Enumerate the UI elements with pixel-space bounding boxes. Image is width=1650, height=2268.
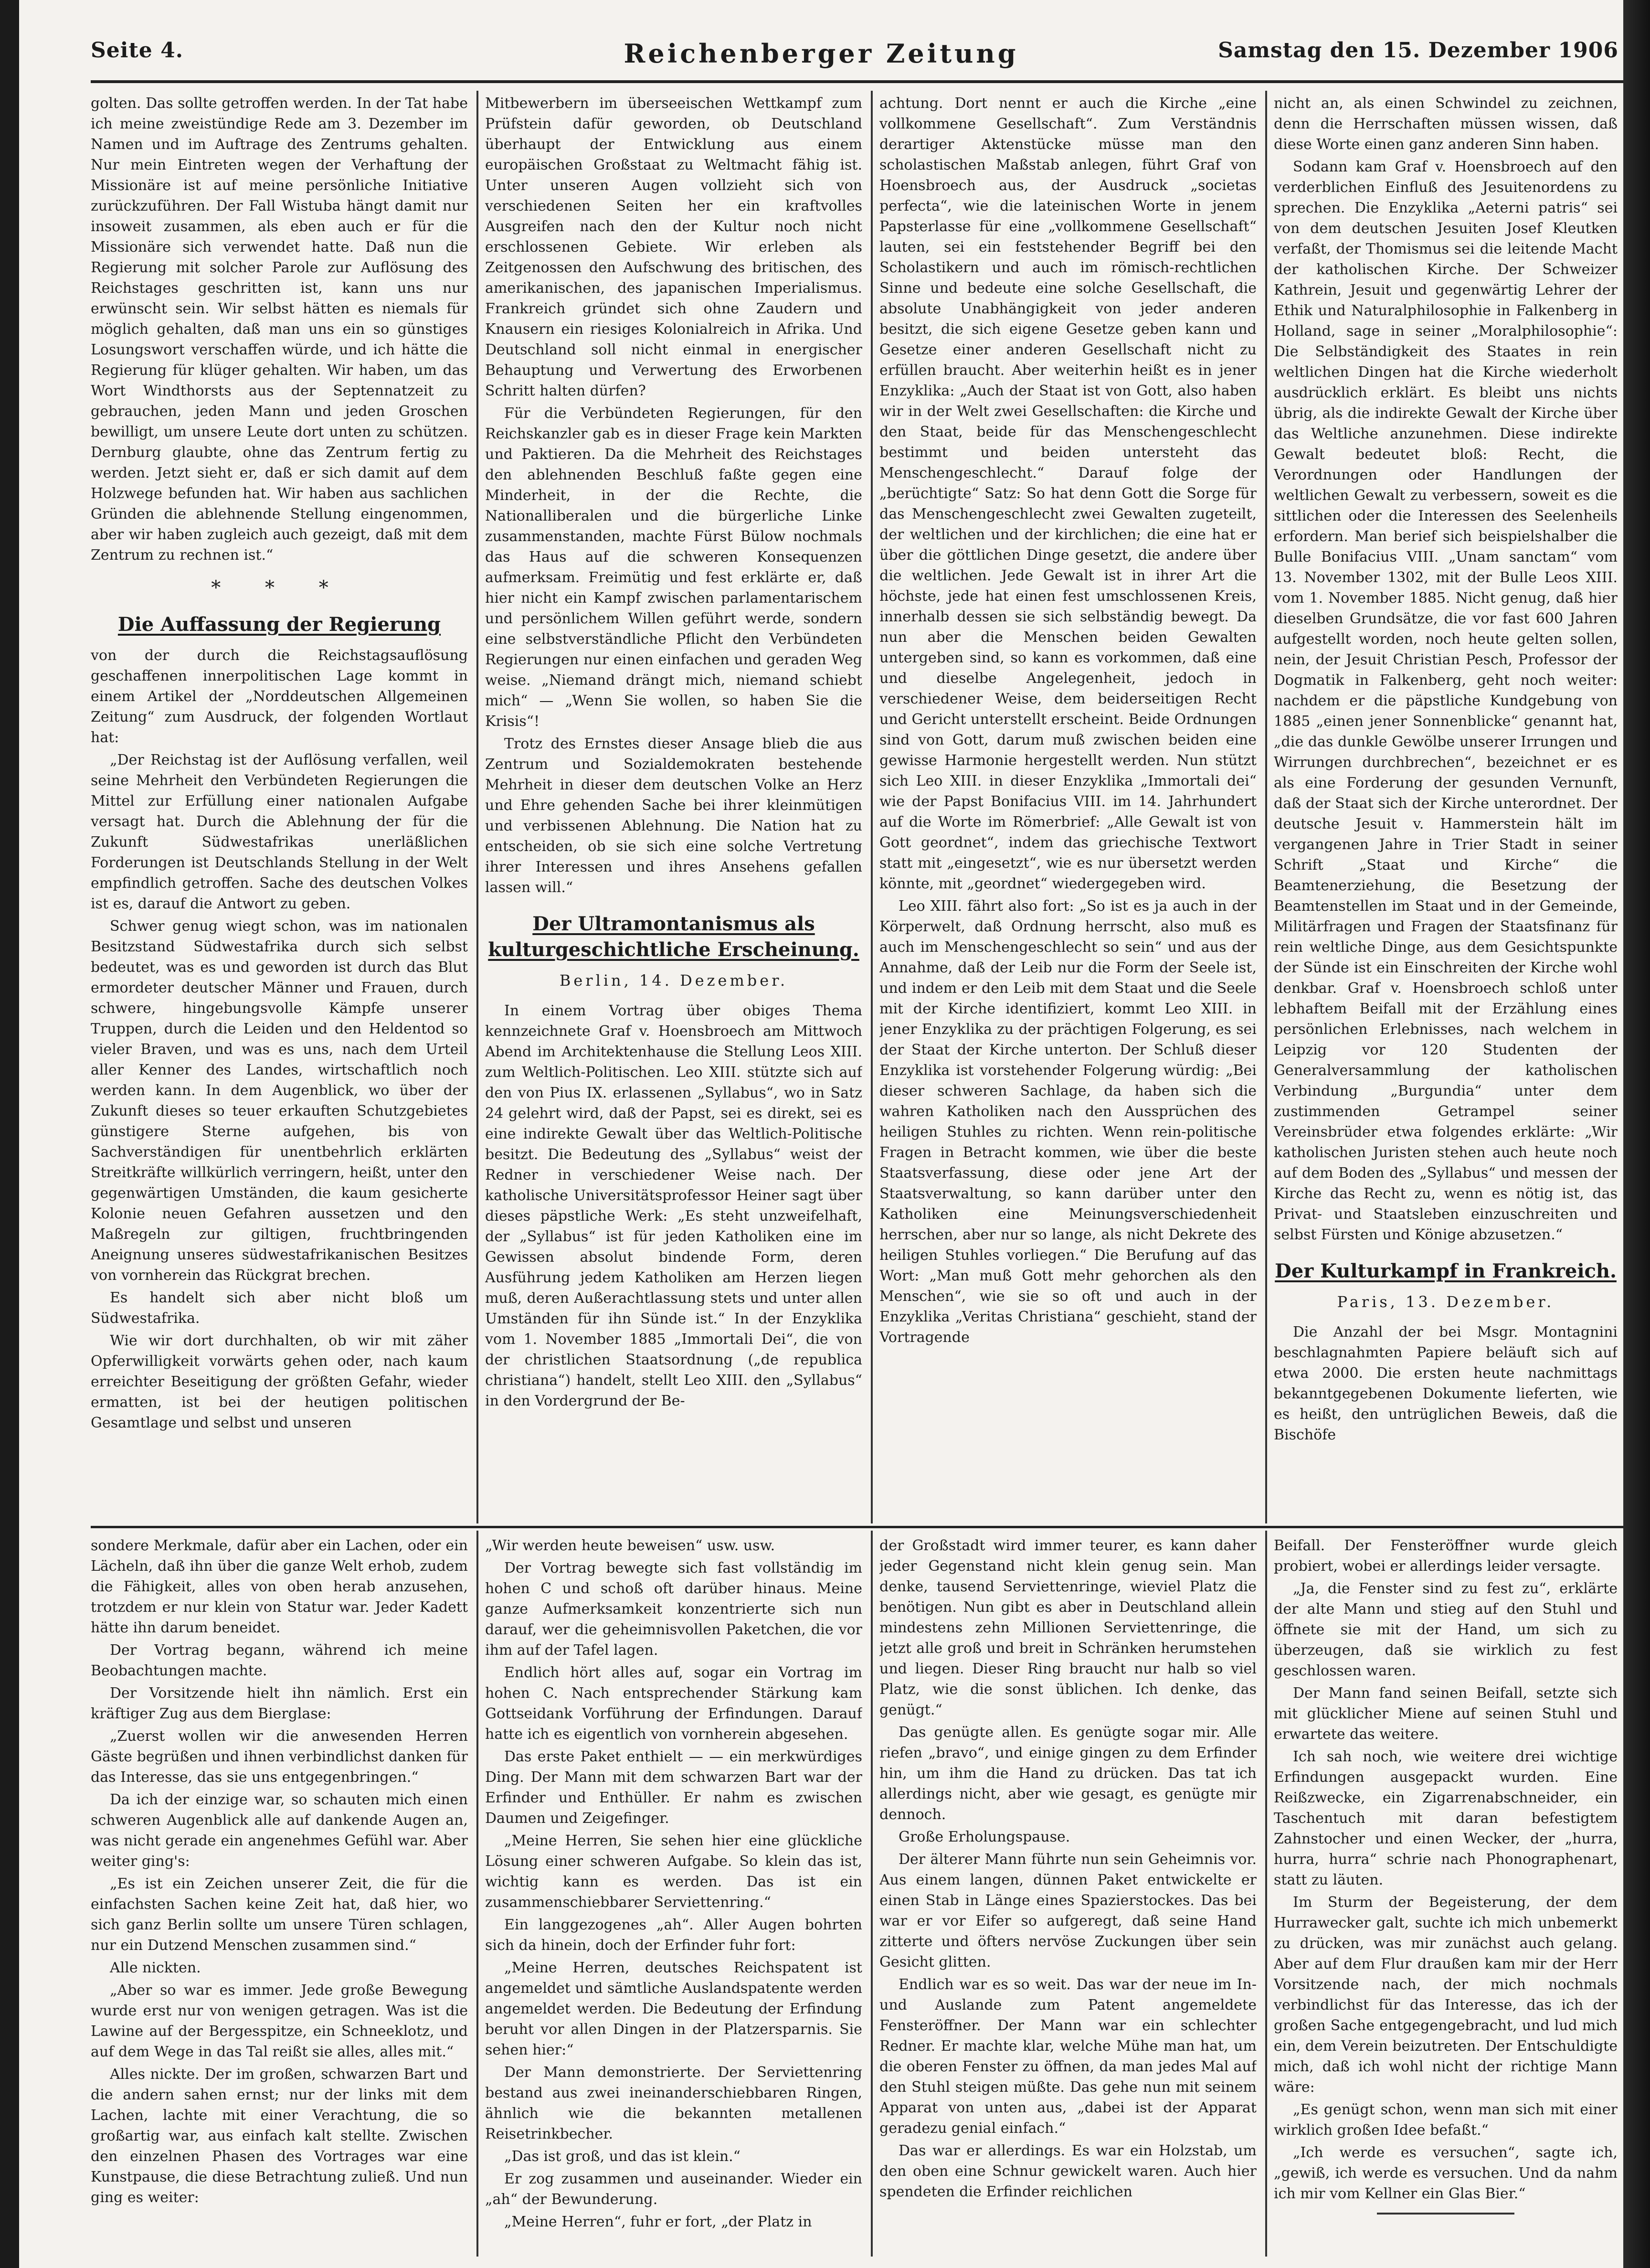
paragraph: Ich sah noch, wie weitere drei wichtige Erfindungen ausgepackt wurden. Eine Reißzwecke, ein Zigarrenabschneider, ein Taschentuch mit daran befestigtem Zahnstocher und einen Wecker, der „hurra, hurra, hurra“ schrie nach Phonographenart, statt zu läuten. bbox=[1274, 1748, 1618, 1888]
paragraph: Schwer genug wiegt schon, was im nationalen Besitzstand Südwestafrika durch sich selbst bedeutet, was es und geworden ist durch das Blut ermordeter deutscher Männer und Frauen, durch schwere, hingebungsvolle Kämpfe unserer Truppen, durch die Leiden und den Heldentod so vieler Braven, und was es uns, nach dem Urteil aller Kenner des Landes, wirtschaftlich noch werden kann. In dem Augenblick, wo über der Zukunft dieses so teuer erkauften Schutzgebietes günstigere Sterne aufgehen, bis von Sachverständigen für unentbehrlich erklärten Streitkräfte willkürlich verringern, heißt, unter den gegenwärtigen Umständen, die kaum gesicherte Kolonie neuen Gefahren aussetzen und den Maßregeln zur giltigen, fruchtbringenden Aneignung unseres südwestafrikanischen Besitzes von vornherein das Rückgrat brechen. bbox=[91, 918, 468, 1284]
paragraph: Ein langgezogenes „ah“. Aller Augen bohrten sich da hinein, doch der Erfinder fuhr fort: bbox=[485, 1917, 862, 1954]
paragraph: „Ja, die Fenster sind zu fest zu“, erklärte der alte Mann und stieg auf den Stuhl und öffnete sie mit der Hand, um sich zu überzeugen, daß sie wirklich zu fest geschlossen waren. bbox=[1274, 1580, 1618, 1679]
paragraph: „Das ist groß, und das ist klein.“ bbox=[504, 2148, 741, 2165]
paragraph: Der Mann fand seinen Beifall, setzte sich mit glücklicher Miene auf seinen Stuhl und erwartete das weitere. bbox=[1274, 1685, 1618, 1743]
paragraph: Trotz des Ernstes dieser Ansage blieb die aus Zentrum und Sozialdemokraten bestehende Mehrheit in dieser dem deutschen Volke an Herz und Ehre gehenden Sache bei ihrer kleinmütigen und verbissenen Ablehnung. Die Nation hat zu entscheiden, ob sie sich eine solche Vertretung ihrer Interessen und ihres Ansehens gefallen lassen will.“ bbox=[485, 735, 862, 896]
article-heading: Der Ultramontanismus als kulturgeschichtliche Erscheinung. bbox=[488, 913, 859, 961]
paragraph: Sodann kam Graf v. Hoensbroech auf den verderblichen Einfluß des Jesuitenordens zu sprechen. Die Enzyklika „Aeterni patris“ sei von dem deutschen Jesuiten Josef Kleutken verfaßt, der Thomismus sei die leitende Macht der katholischen Kirche. Der Schweizer Kathrein, Jesuit und gegenwärtig Lehrer der Ethik und Naturalphilosophie in Falkenberg in Holland, sage in seiner „Moralphilosophie“: Die Selbständigkeit des Staates in rein weltlichen Dingen hat die Kirche wiederholt ausdrücklich erklärt. Es bleibt uns nichts übrig, als die indirekte Gewalt der Kirche über das Weltliche anzunehmen. Diese indirekte Gewalt bedeutet bloß: Recht, die Verordnungen oder Handlungen der weltlichen Gewalt zu verbessern, soweit es die sittlichen oder die Interessen des Seelenheils erfordern. Man berief sich beispielshalber die Bulle Bonifacius VIII. „Unam sanctam“ vom 13. November 1302, mit der Bulle Leos XIII. vom 1. November 1885. Nicht genug, daß hier dieselben Grundsätze, die vor fast 600 Jahren aufgestellt worden, noch heute gelten sollen, nein, der Jesuit Christian Pesch, Professor der Dogmatik in Falkenberg, geht noch weiter: nachdem er die päpstliche Kundgebung von 1885 „einen jener Sonnenblicke“ genannt hat, „die das dunkle Gewölbe unserer Irrungen und Wirrungen durchbrechen“, bezeichnet er es als eine Forderung der gesunden Vernunft, daß der Staat sich der Kirche unterordnet. Der deutsche Jesuit v. Hammerstein hält im vergangenen Jahre in Trier Stadt in seiner Schrift „Staat und Kirche“ die Beamtenerziehung, die Besetzung der Beamtenstellen im Staat und in der Gemeinde, Militärfragen und Fragen der Staatsfinanz für rein weltliche Dinge, aus dem Gesichtspunkte der Sünde ist ein Einschreiten der Kirche wohl denkbar. Graf v. Hoensbroech schloß unter lebhaftem Beifall mit der Erzählung eines persönlichen Erlebnisses, nach welchem in Leipzig vor 120 Studenten der Generalversammlung der katholischen Verbindung „Burgundia“ unter dem zustimmenden Getrampel seiner Vereinsbrüder etwa folgendes erklärte: „Wir katholischen Juristen stehen auch heute noch auf dem Boden des „Syllabus“ und messen der Kirche das Recht zu, wenn es nötig ist, das Privat- und Staatsleben einzuschreiten und selbst Fürsten und Könige abzusetzen.“ bbox=[1274, 159, 1618, 1243]
column-rule bbox=[1265, 91, 1267, 1523]
paragraph: Alles nickte. Der im großen, schwarzen Bart und die andern sahen ernst; nur der links mit dem Lachen, lachte mit einer Verachtung, die so großartig war, aus einfach kalt stellte. Zwischen den einzelnen Phasen des Vortrages war eine Kunstpause, die diese Betrachtung zuließ. Und nun ging es weiter: bbox=[91, 2066, 468, 2206]
paragraph: Der Vortrag bewegte sich fast vollständig im hohen C und schoß oft darüber hinaus. Meine ganze Aufmerksamkeit konzentrierte sich nun darauf, wer die geheimnisvollen Paketchen, die vor ihm auf der Tafel lagen. bbox=[485, 1560, 862, 1659]
issue-date: Samstag den 15. Dezember 1906 bbox=[1218, 38, 1618, 63]
paragraph: sondere Merkmale, dafür aber ein Lachen, oder ein Lächeln, daß ihn über die ganze Welt erhob, zudem die Fähigkeit, alles von oben herab anzusehen, trotzdem er nur klein von Statur war. Jeder Kadett hätte ihn darum beneidet. bbox=[91, 1537, 468, 1636]
paragraph: Leo XIII. fährt also fort: „So ist es ja auch in der Körperwelt, daß Ordnung herrscht, also muß es auch im Menschengeschlecht so sein“ und aus der Annahme, daß der Leib nur die Form der Seele ist, und indem er den Leib mit dem Staat und die Seele mit der Kirche identifiziert, kommt Leo XIII. in jener Enzyklika zu der prächtigen Folgerung, es sei der Staat der Kirche unterton. Der Schluß dieser Enzyklika ist vorstehender Folgerung würdig: „Bei dieser schweren Sachlage, da haben sich die wahren Katholiken nach den Aussprüchen des heiligen Stuhles zu richten. Wenn rein-politische Fragen in Betracht kommen, wie über die beste Staatsverfassung, diese oder jene Art der Staatsverwaltung, so kann darüber unter den Katholiken eine Meinungsverschiedenheit herrschen, aber nur so lange, als nicht Dekrete des heiligen Stuhles vorliegen.“ Die Berufung auf das Wort: „Man muß Gott mehr gehorchen als den Menschen“, wie sie so oft und auch in der Enzyklika „Veritas Christiana“ geschieht, stand der Vortragende bbox=[879, 898, 1257, 1346]
paragraph: „Zuerst wollen wir die anwesenden Herren Gäste begrüßen und ihnen verbindlichst danken für das Interesse, das sie uns entgegenbringen.“ bbox=[91, 1728, 468, 1786]
paragraph: Das erste Paket enthielt — — ein merkwürdiges Ding. Der Mann mit dem schwarzen Bart war der Erfinder und Enthüller. Er nahm es zwischen Daumen und Zeigefinger. bbox=[485, 1748, 862, 1827]
end-rule bbox=[1377, 2213, 1514, 2215]
article-heading: Die Auffassung der Regierung bbox=[117, 613, 441, 636]
paragraph: nicht an, als einen Schwindel zu zeichnen, denn die Herrschaften müssen wissen, daß diese Worte einen ganz anderen Sinn haben. bbox=[1274, 95, 1618, 153]
paragraph: „Meine Herren“, fuhr er fort, „der Platz in bbox=[504, 2214, 812, 2230]
paragraph: „Meine Herren, deutsches Reichspatent ist angemeldet und sämtliche Auslandspatente werden angemeldet werden. Die Bedeutung der Erfindung beruht vor allen Dingen in der Platzersparnis. Sie sehen hier:“ bbox=[485, 1959, 862, 2058]
paragraph: In einem Vortrag über obiges Thema kennzeichnete Graf v. Hoensbroech am Mittwoch Abend im Architektenhause die Stellung Leos XIII. zum Weltlich-Politischen. Leo XIII. stützte sich auf den von Pius IX. erlassenen „Syllabus“, wo in Satz 24 gelehrt wird, daß der Papst, sei es direkt, sei es eine indirekte Gewalt über das Weltlich-Politische besitzt. Die Bedeutung des „Syllabus“ weist der Redner in verschiedener Weise nach. Der katholische Universitätsprofessor Heiner sagt über dieses päpstliche Werk: „Es steht unzweifelhaft, der „Syllabus“ ist für jeden Katholiken eine im Gewissen absolut bindende Form, deren Ausführung jedem Katholiken am Herzen liegen muß, deren Außerachtlassung stets und unter allen Umständen für ihn Sünde ist.“ In der Enzyklika vom 1. November 1885 „Immortali Dei“, die von der christlichen Staatsordnung („de republica christiana“) handelt, stellt Leo XIII. den „Syllabus“ in den Vordergrund der Be- bbox=[485, 1002, 862, 1409]
paragraph: Der Mann demonstrierte. Der Serviettenring bestand aus zwei ineinanderschiebbaren Ringen, ähnlich wie die bekannten metallenen Reisetrinkbecher. bbox=[485, 2064, 862, 2142]
paragraph: Im Sturm der Begeisterung, der dem Hurrawecker galt, suchte ich mich unbemerkt zu drücken, was mir zunächst auch gelang. Aber auf dem Flur draußen kam mir der Herr Vorsitzende nach, der mich nochmals verbindlichst für das Interesse, das ich der großen Sache entgegengebracht, und lud mich ein, dem Verein beizutreten. Der Entschuldigte mich, daß ich wohl nicht der richtige Mann wäre: bbox=[1274, 1894, 1618, 2096]
paragraph: Für die Verbündeten Regierungen, für den Reichskanzler gab es in dieser Frage kein Markten und Paktieren. Da die Mehrheit des Reichstages den ablehnenden Beschluß faßte gegen eine Minderheit, in der die Rechte, die Nationalliberalen und die bürgerliche Linke zusammenstanden, machte Fürst Bülow nochmals das Haus auf die schweren Konsequenzen aufmerksam. Freimütig und fest erklärte er, daß hier nicht ein Kampf zwischen parlamentarischem und persönlichem Willen geführt werde, sondern eine selbstverständliche Pflicht den Verbündeten Regierungen nur einen einfachen und geraden Weg weise. „Niemand drängt mich, niemand schiebt mich“ — „Wenn Sie wollen, so haben Sie die Krisis“! bbox=[485, 405, 862, 730]
paragraph: Die Anzahl der bei Msgr. Montagnini beschlagnahmten Papiere beläuft sich auf etwa 2000. Die ersten heute nachmittags bekanntgegebenen Dokumente lieferten, wie es heißt, den untrüglichen Beweis, daß die Bischöfe bbox=[1274, 1324, 1618, 1443]
column-rule bbox=[871, 91, 873, 1523]
paragraph: Mitbewerbern im überseeischen Wettkampf zum Prüfstein dafür geworden, ob Deutschland überhaupt der Entwicklung aus einem europäischen Großstaat zu Weltmacht fähig ist. Unter unseren Augen vollzieht sich von verschiedenen Seiten her ein kraftvolles Ausgreifen nach den der Kultur noch nicht erschlossenen Gebiete. Wir erleben als Zeitgenossen den Aufschwung des britischen, des amerikanischen, des japanischen Imperialismus. Frankreich gründet sich ohne Zaudern und Knausern ein riesiges Kolonialreich in Afrika. Und Deutschland soll nicht einmal in energischer Behauptung und Verwertung des Erworbenen Schritt halten dürfen? bbox=[485, 95, 862, 399]
paragraph: Große Erholungspause. bbox=[899, 1829, 1070, 1845]
paragraph: Er zog zusammen und auseinander. Wieder ein „ah“ der Bewunderung. bbox=[485, 2171, 862, 2208]
column-rule bbox=[871, 1531, 873, 2257]
paragraph: „Meine Herren, Sie sehen hier eine glückliche Lösung einer schweren Aufgabe. So klein das ist, wichtig kann es werden. Das ist ein zusammenschiebbarer Serviettenring.“ bbox=[485, 1832, 862, 1911]
page-number: Seite 4. bbox=[91, 38, 184, 63]
paragraph: „Es genügt schon, wenn man sich mit einer wirklich großen Idee befaßt.“ bbox=[1274, 2101, 1618, 2139]
column-rule bbox=[476, 91, 478, 1523]
scan-edge bbox=[1623, 0, 1650, 2268]
dateline: Berlin, 14. Dezember. bbox=[559, 971, 788, 990]
column-rule bbox=[476, 1531, 478, 2257]
paragraph: „Der Reichstag ist der Auflösung verfallen, weil seine Mehrheit den Verbündeten Regierungen die Mittel zur Erfüllung einer nationalen Aufgabe versagt hat. Durch die Ablehnung der für die Zukunft Südwestafrikas unerläßlichen Forderungen ist Deutschlands Stellung in der Welt empfindlich getroffen. Sache des deutschen Volkes ist es, darauf die Antwort zu geben. bbox=[91, 752, 468, 912]
paragraph: Der Vortrag begann, während ich meine Beobachtungen machte. bbox=[91, 1642, 468, 1679]
feuilleton-rule bbox=[91, 1526, 1623, 1528]
paragraph: Endlich hört alles auf, sogar ein Vortrag im hohen C. Nach entsprechender Stärkung kam Gottseidank Vorführung der Erfindungen. Darauf hatte ich es eigentlich von vornherein abgesehen. bbox=[485, 1664, 862, 1743]
header-rule bbox=[91, 80, 1623, 83]
bottom-column-1 bbox=[91, 1535, 468, 2252]
paragraph: Der älterer Mann führte nun sein Geheimnis vor. Aus einem langen, dünnen Paket entwickelte er einen Stab in Länge eines Spazierstockes. Das bei war er vor Eifer so aufgeregt, daß seine Hand zitterte und öfters nervöse Zuckungen über sein Gesicht glitten. bbox=[879, 1851, 1257, 1970]
paragraph: Der Vorsitzende hielt ihn nämlich. Erst ein kräftiger Zug aus dem Bierglase: bbox=[91, 1685, 468, 1722]
dateline: Paris, 13. Dezember. bbox=[1337, 1293, 1555, 1311]
top-column-3 bbox=[879, 93, 1257, 1521]
article-heading: Der Kulturkampf in Frankreich. bbox=[1275, 1260, 1617, 1282]
bottom-column-2 bbox=[485, 1535, 862, 2252]
top-column-2 bbox=[485, 93, 862, 1521]
paragraph: Alle nickten. bbox=[110, 1959, 201, 1976]
bottom-column-3 bbox=[879, 1535, 1257, 2252]
top-column-4 bbox=[1274, 93, 1618, 1521]
paragraph: Wie wir dort durchhalten, ob wir mit zäher Opferwilligkeit vorwärts gehen oder, nach kaum erreichter Beseitigung der größten Gefahr, wieder ermatten, ist bei der heutigen politischen Gesamtlage und selbst und unseren bbox=[91, 1332, 468, 1431]
paragraph: „Wir werden heute beweisen“ usw. usw. bbox=[485, 1537, 775, 1554]
paragraph: „Ich werde es versuchen“, sagte ich, „gewiß, ich werde es versuchen. Und da nahm ich mir vom Kellner ein Glas Bier.“ bbox=[1274, 2144, 1618, 2202]
paragraph: Das genügte allen. Es genügte sogar mir. Alle riefen „bravo“, und einige gingen zu dem Erfinder hin, um ihm die Hand zu drücken. Das tat ich allerdings nicht, aber wie gesagt, es genügte mir dennoch. bbox=[879, 1724, 1257, 1823]
paragraph: golten. Das sollte getroffen werden. In der Tat habe ich meine zweistündige Rede am 3. Dezember im Namen und im Auftrage des Zentrums gehalten. Nur mein Eintreten wegen der Verhaftung der Missionäre ist auf meine persönliche Initiative zurückzuführen. Der Fall Wistuba hängt damit nur insoweit zusammen, als eben auch er für die Missionäre sich verwendet hatte. Daß nun die Regierung mit solcher Parole zur Auflösung des Reichstages geschritten ist, kann uns nur erwünscht sein. Wir selbst hätten es niemals für möglich gehalten, daß man uns ein so günstiges Losungswort verschaffen würde, und ich hätte die Regierung für klüger gehalten. Wir haben, um das Wort Windthorsts aus der Septennatzeit zu gebrauchen, jeden Mann und jeden Groschen bewilligt, um unsere Leute dort unten zu schützen. Dernburg glaubte, ohne das Zentrum fertig zu werden. Jetzt sieht er, daß er sich damit auf dem Holzwege befunden hat. Wir haben aus sachlichen Gründen die ablehnende Stellung eingenommen, aber wir haben zugleich auch gezeigt, daß mit dem Zentrum zu rechnen ist.“ bbox=[91, 95, 468, 564]
section-separator: * * * bbox=[211, 577, 348, 599]
paragraph: Das war er allerdings. Es war ein Holzstab, um den oben eine Schnur gewickelt waren. Auch hier spendeten die Erfinder reichlichen bbox=[879, 2142, 1257, 2200]
paragraph: Endlich war es so weit. Das war der neue im In- und Auslande zum Patent angemeldete Fensteröffner. Der Mann war ein schlechter Redner. Er machte klar, welche Mühe man hat, um die oberen Fenster zu öffnen, da man jedes Mal auf den Stuhl steigen müßte. Das gehe nun mit seinem Apparat von unten aus, „dabei ist der Apparat geradezu genial einfach.“ bbox=[879, 1976, 1257, 2137]
paragraph: Beifall. Der Fensteröffner wurde gleich probiert, wobei er allerdings leider versagte. bbox=[1274, 1537, 1618, 1575]
paragraph: Es handelt sich aber nicht bloß um Südwestafrika. bbox=[91, 1289, 468, 1327]
paragraph: „Es ist ein Zeichen unserer Zeit, die für die einfachsten Sachen keine Zeit hat, daß hier, wo sich ganz Berlin sollte um unsere Türen schlagen, nur ein Dutzend Menschen zusammen sind.“ bbox=[91, 1875, 468, 1954]
top-column-1 bbox=[91, 93, 468, 1521]
paragraph: Da ich der einzige war, so schauten mich einen schweren Augenblick alle auf dankende Augen an, was nicht gerade ein angenehmes Gefühl war. Aber weiter ging's: bbox=[91, 1791, 468, 1870]
masthead: Reichenberger Zeitung bbox=[624, 38, 1019, 69]
paragraph: von der durch die Reichstagsauflösung geschaffenen innerpolitischen Lage kommt in einem Artikel der „Norddeutschen Allgemeinen Zeitung“ zum Ausdruck, der folgenden Wortlaut hat: bbox=[91, 647, 468, 746]
paragraph: der Großstadt wird immer teurer, es kann daher jeder Gegenstand nicht klein genug sein. Man denke, tausend Serviettenringe, wieviel Platz die benötigen. Nun gibt es aber in Deutschland allein mindestens zehn Millionen Serviettenringe, die jetzt alle groß und breit in Schränken herumstehen und liegen. Dieser Ring braucht nur halb so viel Platz, wie die sonst üblichen. Ich denke, das genügt.“ bbox=[879, 1537, 1257, 1718]
bottom-column-4 bbox=[1274, 1535, 1618, 2252]
paragraph: achtung. Dort nennt er auch die Kirche „eine vollkommene Gesellschaft“. Zum Verständnis derartiger Aktenstücke müsse man den scholastischen Maßstab anlegen, führt Graf von Hoensbroech aus, der Ausdruck „societas perfecta“, wie die lateinischen Worte in jenem Papsterlasse für eine „vollkommene Gesellschaft“ lauten, sei ein feststehender Begriff bei den Scholastikern und auch im römisch-rechtlichen Sinne und bedeute eine solche Gesellschaft, die absolute Unabhängigkeit von jeder anderen besitzt, die sich eigene Gesetze geben kann und Gesetze einer anderen Gesellschaft nicht zu erfüllen braucht. Aber weiterhin heißt es in jener Enzyklika: „Auch der Staat ist von Gott, also haben wir in der Welt zwei Gesellschaften: die Kirche und den Staat, beide für das Menschengeschlecht bestimmt und beiden untersteht das Menschengeschlecht.“ Darauf folge der „berüchtigte“ Satz: So hat denn Gott die Sorge für das Menschengeschlecht zwei Gewalten zugeteilt, der weltlichen und der kirchlichen; die eine hat er über die göttlichen Dinge gesetzt, die andere über die weltlichen. Jede Gewalt ist in ihrer Art die höchste, jede hat einen fest umschlossenen Kreis, innerhalb dessen sie sich selbständig bewegt. Da nun aber die Menschen beiden Gewalten untergeben sind, so kann es vorkommen, daß eine und dieselbe Angelegenheit, jedoch in verschiedener Weise, dem beiderseitigen Recht und Gericht unterstellt erscheint. Beide Ordnungen sind von Gott, darum muß zwischen beiden eine gewisse Harmonie hergestellt werden. Nun stützt sich Leo XIII. in dieser Enzyklika „Immortali dei“ wie der Papst Bonifacius VIII. im 14. Jahrhundert auf die Worte im Römerbrief: „Alle Gewalt ist von Gott geordnet“, indem das griechische Textwort statt mit „eingesetzt“, wie es nur übersetzt werden könnte, mit „geordnet“ wiedergegeben wird. bbox=[879, 95, 1257, 892]
newspaper-page bbox=[19, 0, 1623, 2268]
paragraph: „Aber so war es immer. Jede große Bewegung wurde erst nur von wenigen getragen. Was ist die Lawine auf der Bergesspitze, ein Schneeklotz, und auf dem Wege in das Tal reißt sie alles, alles mit.“ bbox=[91, 1982, 468, 2060]
column-rule bbox=[1265, 1531, 1267, 2257]
